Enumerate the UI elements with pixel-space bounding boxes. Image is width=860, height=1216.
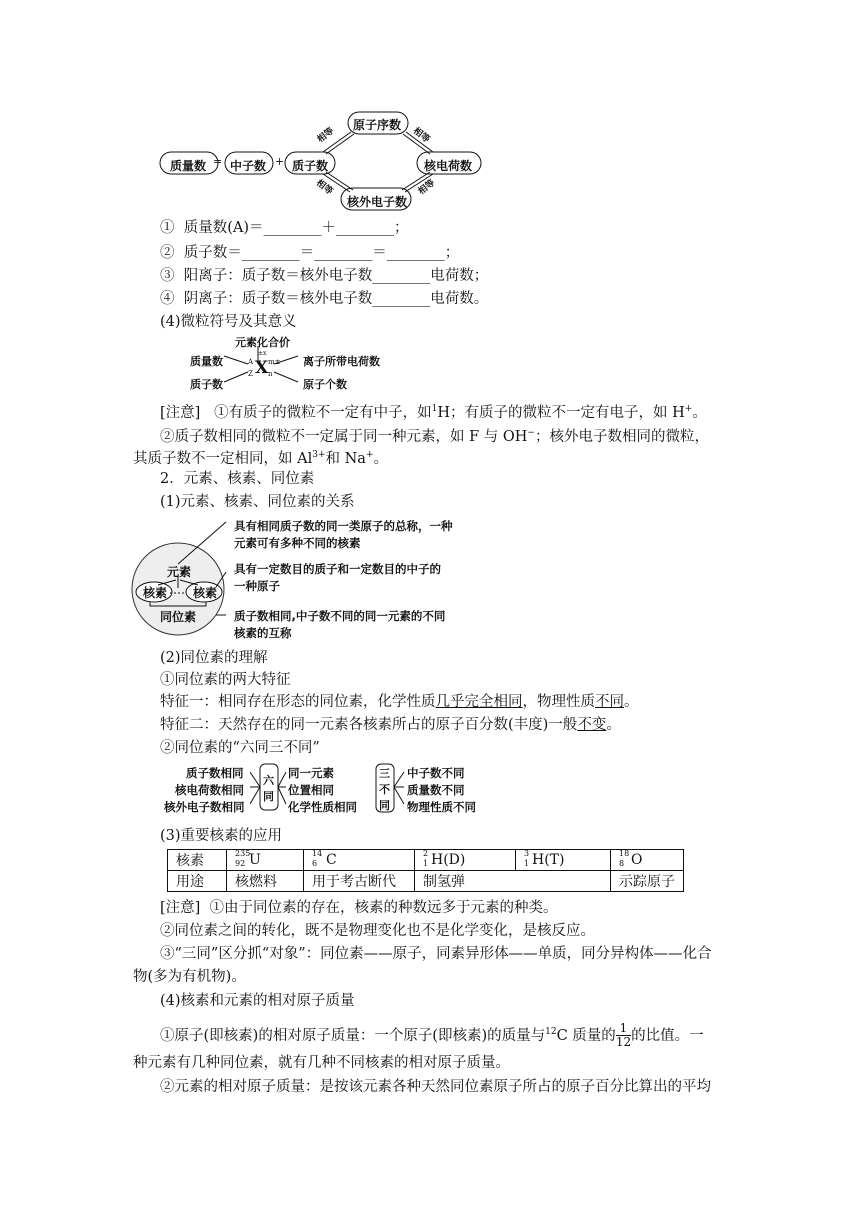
- element-symbol: X: [255, 358, 269, 378]
- equal-label-bl: 相等: [313, 178, 335, 198]
- same-proton: 质子数相同: [186, 766, 244, 780]
- same-electron: 核外电子数相同: [164, 800, 245, 814]
- atom-count-label: 原子个数: [303, 378, 347, 391]
- item-2: ② 质子数＝________＝________＝________；: [160, 245, 460, 261]
- element-definition-1: 具有相同质子数的同一类原子的总称，一种: [234, 519, 453, 533]
- nuclide-left-label: 核素: [143, 586, 168, 600]
- plus-sign: +: [275, 155, 285, 168]
- proton-count-label: 质子数: [292, 159, 329, 173]
- section-4-title: (4)微粒符号及其意义: [160, 314, 297, 330]
- proton-number-label: 质子数: [190, 378, 223, 391]
- item-1: ① 质量数(A)＝________＋________；: [160, 220, 409, 236]
- diff-physical: 物理性质不同: [407, 800, 476, 814]
- symbol-sub-mark: n: [268, 370, 273, 378]
- relative-mass-line-1: ①原子(即核素)的相对原子质量：一个原子(即核素)的质量与$^{12}$C 质量的 $\frac{1}{12}$ 的比值。一: [160, 1021, 704, 1050]
- same-charge: 核电荷数相同: [175, 783, 244, 797]
- section-2-title: 2．元素、核素、同位素: [160, 471, 315, 487]
- item-4: ④ 阴离子：质子数＝核外电子数________电荷数。: [160, 291, 489, 307]
- symbol-top-mark: ±x: [258, 350, 267, 357]
- isotope-definition-2: 核素的互称: [234, 626, 292, 640]
- ion-charge-label: 离子所带电荷数: [303, 355, 380, 368]
- valence-label: 元素化合价: [235, 336, 290, 349]
- same-char: 同: [263, 790, 274, 803]
- relative-mass-line-2: 种元素有几种同位素，就有几种不同核素的相对原子质量。: [133, 1055, 510, 1071]
- symbol-right-mark: m±: [268, 358, 281, 366]
- three-char: 三: [379, 767, 390, 780]
- section-2-1-title: (1)元素、核素、同位素的关系: [160, 494, 355, 510]
- table-cell: 用于考古断代: [304, 871, 415, 892]
- fraction: $\frac{1}{12}$: [615, 1021, 632, 1050]
- note-2-line-4: 物(多为有机物)。: [133, 969, 246, 985]
- note-2-line-2: ②同位素之间的转化，既不是物理变化也不是化学变化，是核反应。: [160, 923, 595, 939]
- note-1-line-2: ②质子数相同的微粒不一定属于同一种元素，如 F 与 OH−；核外电子数相同的微粒，: [160, 428, 709, 445]
- table-cell: 核燃料: [227, 871, 304, 892]
- table-cell: 3 1 H(T): [516, 850, 611, 871]
- table-cell: 18 8 O: [611, 850, 684, 871]
- feature-1: 特征一：相同存在形态的同位素，化学性质几乎完全相同，物理性质不同。: [160, 694, 639, 710]
- section-2-4-title: (4)核素和元素的相对原子质量: [160, 993, 355, 1009]
- element-definition-2: 元素可有多种不同的核素: [234, 536, 361, 550]
- equal-label-tl: 相等: [315, 126, 337, 146]
- note-1-line-3: 其质子数不一定相同，如 $Al^{3+}$和 Na+。: [133, 450, 388, 467]
- same-element: 同一元素: [288, 766, 334, 780]
- equal-label-tr: 相等: [410, 126, 432, 146]
- nuclear-charge-label: 核电荷数: [424, 159, 473, 173]
- same-position: 位置相同: [288, 783, 334, 797]
- feature-2: 特征二：天然存在的同一元素各核素所占的原子百分数(丰度)一般不变。: [160, 717, 621, 733]
- relative-mass-line-3: ②元素的相对原子质量：是按该元素各种天然同位素原子所占的原子百分比算出的平均: [160, 1079, 711, 1095]
- same-char-2: 同: [379, 799, 390, 812]
- table-cell: 用途: [168, 871, 227, 892]
- nuclide-definition-2: 一种原子: [234, 579, 280, 593]
- symbol-atomic-z: Z: [248, 370, 253, 378]
- electron-count-label: 核外电子数: [347, 195, 408, 209]
- table-cell: 14 6 C: [304, 850, 415, 871]
- isotope-definition-1: 质子数相同,中子数不同的同一元素的不同: [234, 609, 446, 623]
- symbol-mass-a: A: [248, 358, 254, 366]
- element-circle-label: 元素: [167, 565, 192, 579]
- table-cell: 核素: [168, 850, 227, 871]
- diff-mass: 质量数不同: [407, 783, 465, 797]
- six-same-title: ②同位素的“六同三不同”: [160, 740, 320, 756]
- atomic-number-label: 原子序数: [353, 118, 402, 132]
- section-2-3-title: (3)重要核素的应用: [160, 828, 283, 844]
- equals-sign: =: [213, 155, 223, 168]
- table-cell: 235 92 U: [227, 850, 304, 871]
- equal-label-br: 相等: [416, 178, 438, 198]
- table-row: [168, 850, 684, 871]
- neutron-count-label: 中子数: [230, 159, 267, 173]
- mass-number-label-2: 质量数: [190, 355, 223, 368]
- features-title: ①同位素的两大特征: [160, 672, 291, 688]
- note-1-line-1: [注意] ①有质子的微粒不一定有中子，如$^1$H；有质子的微粒不一定有电子，如 H+。: [160, 404, 707, 421]
- section-2-2-title: (2)同位素的理解: [160, 650, 268, 666]
- table-cell: 2 1 H(D): [415, 850, 516, 871]
- table-row: [168, 871, 684, 892]
- isotope-circle-label: 同位素: [160, 610, 197, 624]
- nuclide-table: [167, 849, 684, 892]
- table-cell: 示踪原子: [611, 871, 684, 892]
- nuclide-right-label: 核素: [193, 586, 218, 600]
- table-cell: 制氢弹: [415, 871, 611, 892]
- nuclide-definition-1: 具有一定数目的质子和一定数目的中子的: [234, 562, 441, 576]
- note-2-line-3: ③“三同”区分抓“对象”：同位素——原子，同素异形体——单质，同分异构体——化合: [160, 946, 712, 962]
- note-2-line-1: [注意] ①由于同位素的存在，核素的种数远多于元素的种类。: [160, 900, 558, 916]
- not-char: 不: [379, 783, 390, 796]
- six-char: 六: [263, 774, 274, 787]
- same-chemical: 化学性质相同: [288, 800, 357, 814]
- item-3: ③ 阳离子：质子数＝核外电子数________电荷数；: [160, 268, 489, 284]
- diff-neutron: 中子数不同: [407, 766, 465, 780]
- mass-number-label: 质量数: [170, 159, 207, 173]
